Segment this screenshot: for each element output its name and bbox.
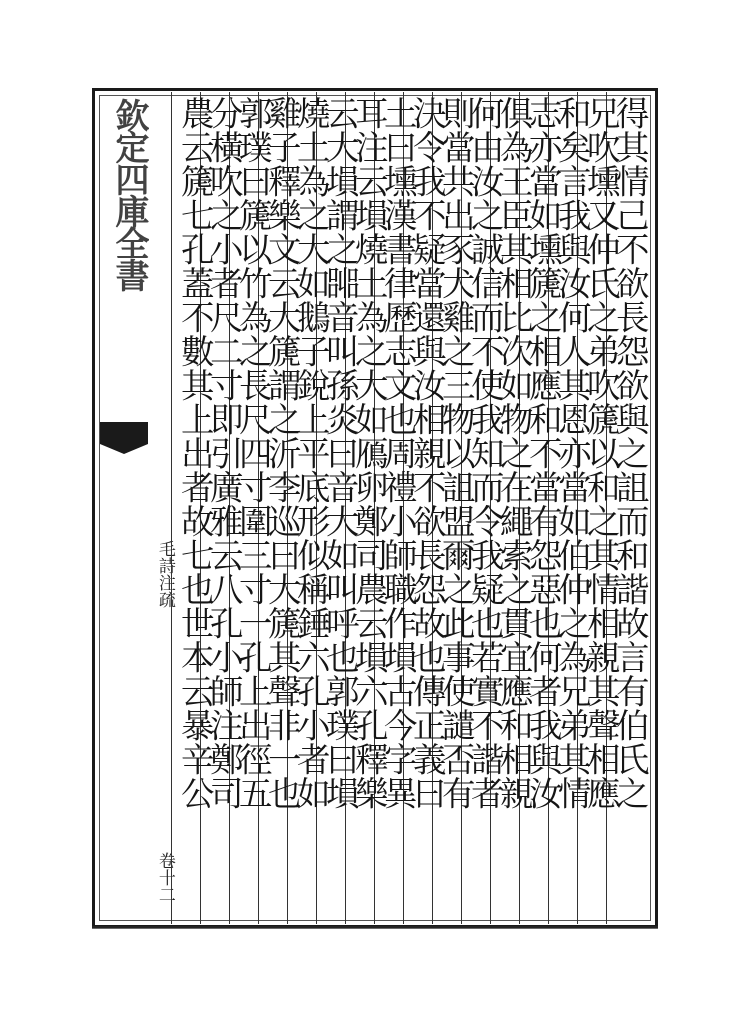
column-text: 郭璞曰篪以竹為之長尺四寸圍三寸一孔上出徑五 [233, 96, 273, 810]
column-text: 農云篪七孔蓋不數其上出者故七也世本云暴辛公 [175, 96, 215, 810]
column-text: 燒土為之大如鵝子銳上平底形似稱錘六孔小者如 [291, 96, 331, 810]
column-text: 則當共出豕犬雞之三物以詛盟爾之此事使譴否有 [436, 96, 476, 810]
page-margin-band [96, 92, 175, 924]
frame-bottom-edge [92, 926, 658, 929]
volume-label: 卷十二 [154, 852, 175, 903]
column-text: 俱為王臣其相比次如物之在繩索之貫宜應和相親 [494, 96, 534, 810]
text-block [162, 92, 652, 924]
column-text: 兄吹壎又仲氏之弟吹篪以和之其情相親其聲相應 [581, 96, 621, 810]
column-text: 土曰壎漢書律歷志文也周禮小師職作塤古今字異 [378, 96, 418, 810]
book-title: 毛詩注疏 [154, 540, 175, 608]
column-text: 得其情己不欲長怨欲與之詛而和諧故言有伯氏之 [610, 96, 650, 810]
column-text: 和矣言我與汝何人其恩亦當如伯仲之為兄弟其情 [552, 96, 592, 810]
column-text: 決令我不疑當還與汝相親不欲長怨故也傳正義曰 [407, 96, 447, 810]
column-text: 雞子釋樂文云大篪謂之沂李巡曰大篪其聲非一也 [262, 96, 302, 810]
text-column [171, 92, 217, 924]
column-text: 云大塤謂之嘂音叫孫炎曰音大如叫呼也郭璞曰塤 [320, 96, 360, 810]
column-text: 耳注云塤燒土為之大如鴈卵鄭司農云塤六孔釋樂 [349, 96, 389, 810]
fishtail-mark [100, 422, 148, 444]
collection-title: 欽定四庫全書 [109, 98, 149, 290]
column-text: 何由汝之誠信而不使我知而令我疑也若實不諧者 [465, 96, 505, 810]
column-text: 分橫吹之小者尺二寸即引廣雅云八孔小師注鄭司 [204, 96, 244, 810]
column-text: 志亦當如壎篪之相應和不當有怨惡也何者我與汝 [523, 96, 563, 810]
